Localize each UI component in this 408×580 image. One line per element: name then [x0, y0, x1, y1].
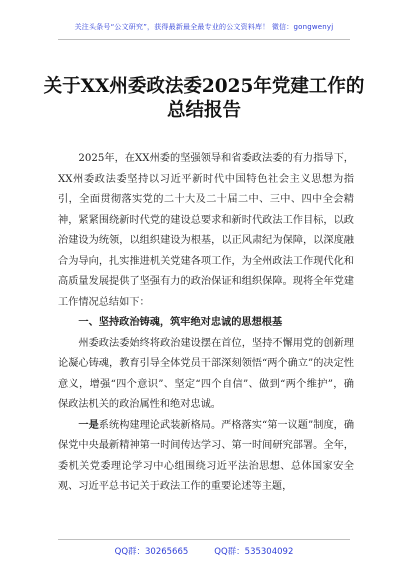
header-promo-text: 关注头条号“公文研究”，获得最新最全最专业的公文资料库！ 微信：gongwenyj [74, 23, 334, 31]
section-1-paragraph: 州委政法委始终将政治建设摆在首位，坚持不懈用党的创新理论凝心铸魂，教育引导全体党员干部深刻领悟“两个确立”的决定性意义，增强“四个意识”、坚定“四个自信”、做到“两个维护”，确保政法机关的政治属性和绝对忠诚。 [58, 337, 354, 410]
point-1-lead: 一是 [78, 419, 99, 431]
document-body [58, 149, 354, 498]
footer-divider [58, 539, 350, 540]
footer-qq-group-2: QQ群：535304092 [214, 547, 294, 557]
title-line-1: 关于XX州委政法委2025年党建工作的 [43, 76, 365, 97]
section-1-heading: 一、坚持政治铸魂，筑牢绝对忠诚的思想根基 [78, 317, 283, 328]
point-1-paragraph [58, 416, 354, 498]
footer-qq-group-1: QQ群：30265665 [114, 547, 189, 557]
header-divider [58, 39, 350, 40]
intro-paragraph: 2025年，在XX州委的坚强领导和省委政法委的有力指导下，XX州委政法委坚持以习近平新时代中国特色社会主义思想为指引，全面贯彻落实党的二十大及二十届二中、三中、四中全会精神，紧紧围绕新时代党的建设总要求和新时代政法工作目标，以政治建设为统领，以组织建设为根基，以正风肃纪为保障，以深度融合为导向，扎实推进机关党建各项工作，为全州政法工作现代化和高质量发展提供了坚强有力的政治保证和组织保障。现将全年党建工作情况总结如下： [58, 153, 354, 308]
document-title [40, 75, 368, 123]
footer [0, 545, 408, 557]
point-1-text: 系统构建理论武装新格局。严格落实“第一议题”制度，确保党中央最新精神第一时间传达学习、第一时间研究部署。全年，委机关党委理论学习中心组围绕习近平法治思想、总体国家安全观、习近平总书记关于政法工作的重要论述等主题， [58, 419, 354, 492]
title-line-2: 总结报告 [166, 100, 241, 121]
